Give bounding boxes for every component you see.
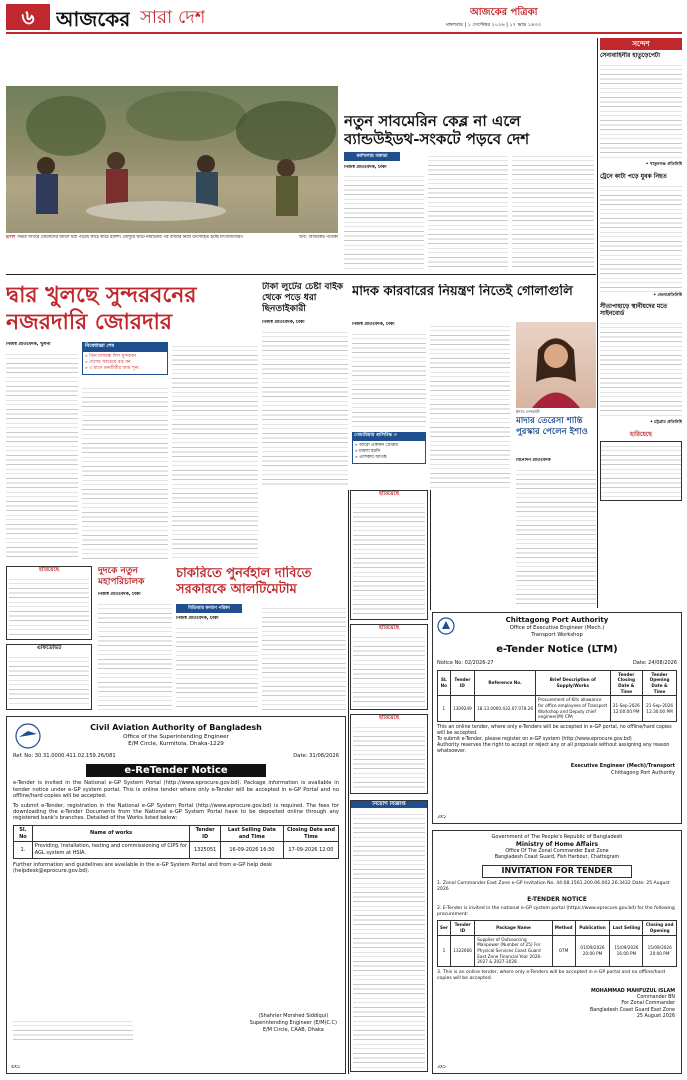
coast-size: 3X5 <box>437 1064 446 1070</box>
sundarban-box-title: নিষেধাজ্ঞা শেষ <box>82 342 168 351</box>
drug-box-item: » মামলা হয়নি <box>355 449 380 455</box>
coast-th: Method <box>552 921 575 935</box>
drug-body-col2 <box>430 322 510 488</box>
sundarban-headline-line1: দ্বার খুলছে সুন্দরবনের <box>6 282 197 308</box>
page-number-box <box>6 4 50 30</box>
table-row <box>14 842 339 859</box>
lost-ad-text <box>353 723 425 791</box>
aviation-footer: Further information and guidelines are available in the e-GP System Portal and from e-GP help desk (helpdesk@eprocure.gov.bd). <box>13 861 273 875</box>
table-row <box>438 696 677 722</box>
ctg-notice-no: Notice No: 02/2026-27 <box>437 659 494 666</box>
sandesh-item-byline: • জেলাপ্রতিনিধি <box>653 291 682 297</box>
sandesh-item-body <box>600 61 682 161</box>
sundarban-box-item: » তিন মাসবন্ধ দিল সুন্দরবন <box>85 353 136 359</box>
actress-photo-image <box>516 322 596 408</box>
sandesh-item-title: সেনাবাহিনীর হাতুড়েপেটা <box>600 52 660 59</box>
ctg-signature <box>433 763 675 777</box>
sandesh-column <box>600 52 682 522</box>
aviation-tender-table <box>13 825 339 859</box>
masthead-right-brand: আজকের পত্রিকা <box>470 7 538 18</box>
job-body-col2 <box>262 604 346 710</box>
bike-headline: টাকা লুটের চেষ্টা বাইক থেকে পড়ে ধরা ছিনতাইকারী <box>262 282 344 314</box>
ctg-note: This an online tender, where only e-Tenders will be accepted in e-GP portal, no offline/hard copies will be accepted. <box>437 725 672 737</box>
column-rule-a <box>348 490 349 1074</box>
lost-ad-text <box>353 499 425 617</box>
ctg-port-logo-icon <box>437 617 455 635</box>
ctg-notes <box>437 725 677 755</box>
coast-signer-org: For Zonal Commander <box>621 1001 675 1007</box>
photo-label: ইলিশ <box>6 235 16 240</box>
aviation-th: Name of works <box>32 825 190 842</box>
section-rule-1 <box>6 274 596 275</box>
ctg-th: Tender Opening Date & Time <box>643 670 677 696</box>
affidavit-ad <box>6 644 92 710</box>
ctg-notice-date: Date: 24/08/2026 <box>632 659 677 666</box>
sandesh-item-byline: • চট্টগ্রাম প্রতিনিধি <box>650 419 682 425</box>
photo-caption-text: গভীর সাগরে জেলেদের জালে ধরা পড়ছে কাঁচে কাঁচে ইলিশ। মৌসুমে ঘাটে নামানোর পর বাজার নিয়ে উৎসাহিত হচ্ছে মৎস্যজীবীরা। <box>16 235 244 240</box>
aviation-td: 1325051 <box>190 842 220 859</box>
drug-headline: মাদক কারবারের নিয়ন্ত্রণ নিতেই গোলাগুলি <box>352 284 573 299</box>
lost-ad-title: হারিয়েছে <box>378 715 400 721</box>
coast-tender-box <box>432 830 682 1074</box>
lead-body-col2 <box>428 152 508 270</box>
coast-th: Publication <box>575 921 610 935</box>
sundarban-byline: নিজস্ব প্রতিবেদক, খুলনা <box>6 342 51 347</box>
ctg-th: Tender ID <box>450 670 474 696</box>
coast-td: Supplier of Outsourcing Manpower (Number of 25) For Physical Services Coast Guard East Zone Financial Year 2026-2027 & 2027-2028. <box>475 935 552 966</box>
lost-ad-title: হারিয়েছে <box>378 491 400 497</box>
coast-tender-table <box>437 920 677 967</box>
sandesh-lost-body <box>600 441 682 501</box>
drug-box-list <box>352 440 426 464</box>
ctg-notice-meta <box>437 660 677 667</box>
lost-ad-text <box>353 633 425 707</box>
job-body-col1 <box>176 624 258 710</box>
coast-intro: 2. E-Tender is invited in the national e-GP system portal (https://www.eprocure.gov.bd) for the following procurement: <box>437 906 675 918</box>
ctg-td: 21-Sep-2026 12:00:00 PM <box>610 696 643 722</box>
coast-signer: MOHAMMAD MAHFUZUL ISLAM <box>590 988 675 994</box>
sundarban-headline <box>6 282 256 336</box>
aviation-th: Tender ID <box>190 825 220 842</box>
sundarban-box <box>82 342 168 375</box>
job-tag-label: বিডিআর কল্যাণ পরিষদ <box>188 606 230 611</box>
lead-tag <box>344 152 400 161</box>
ctg-tender-table <box>437 670 677 722</box>
affidavit-ad-text <box>9 653 89 707</box>
ctg-th: Reference No. <box>475 670 536 696</box>
award-body <box>516 466 596 606</box>
aviation-intro: e-Tender is invited in the National e-GP System Portal (http://www.eprocure.gov.bd). Package information is available in tender notice under e-GP system portal. This is online tender where only e-Tender will be accepted in e-GP Portal and no offline/hard copies will be accepted. <box>13 780 339 800</box>
coast-table-header <box>438 921 677 935</box>
dudok-headline: দুদকে নতুন মহাপরিচালক <box>98 566 145 587</box>
aviation-table-wrap <box>13 825 339 859</box>
ctg-signer-org: Chittagong Port Authority <box>611 769 675 776</box>
bike-byline: নিজস্ব প্রতিবেদক, ঢাকা <box>262 320 305 325</box>
aviation-ref: Ref. No: 30.31.0000.411.02.159.26/081 <box>13 752 116 759</box>
sundarban-box-item: » ৩ মাসে বনজীবীর আয় শূন্য <box>85 365 139 371</box>
award-headline: মাদার তেরেসা শান্তি পুরস্কার পেলেন ইশাও <box>516 416 588 437</box>
ctg-td: Procurement of Kits allowance for office employees of Transport Workshop and Deputy chief engineer(M) CPA <box>536 696 610 722</box>
ctg-size: 3X5 <box>437 814 446 820</box>
coast-th: Tender ID <box>450 921 474 935</box>
ctg-note: Authority reserves the right to accept or reject any or all proposals without assigning any reason whatsoever. <box>437 743 670 755</box>
coast-td: 1322666 <box>450 935 474 966</box>
coast-table-wrap <box>437 920 677 967</box>
dudok-byline: নিজস্ব প্রতিবেদক, ঢাকা <box>98 592 141 597</box>
sandesh-divider <box>597 38 598 608</box>
lost-ad-2 <box>350 490 428 620</box>
drug-byline: নিজস্ব প্রতিবেদক, ঢাকা <box>352 322 395 327</box>
aviation-th: Closing Date and Time <box>283 825 338 842</box>
drug-box-title: গেন্ডারিয়ায় গুলিবিদ্ধ ৩ <box>352 432 426 440</box>
aviation-para2: To submit e-Tender, registration in the National e-GP System Portal (http://www.eprocure.gov.bd) is required. The fees for downloading the e-Tender Documents from the National e-GP System Portal have to be deposited online through any registered bank's branches. Detailed of the Works listed below: <box>13 802 339 822</box>
aviation-office: Office of the Superintending Engineer <box>123 733 229 740</box>
aviation-org: Civil Aviation Authority of Bangladesh <box>90 723 262 732</box>
sundarban-body-col3 <box>172 342 258 560</box>
ctg-th: Tender Closing Date & Time <box>610 670 643 696</box>
lost-ad-title: হারিয়েছে <box>378 625 400 631</box>
coast-notice: E-TENDER NOTICE <box>527 895 587 903</box>
coast-th: Ser <box>438 921 451 935</box>
ctg-office: Office of Executive Engineer (Mech.) <box>509 625 605 632</box>
sandesh-item-byline: • খাতুনগঞ্জ প্রতিনিধি <box>645 161 682 166</box>
aviation-th: Last Selling Date and Time <box>220 825 283 842</box>
ctg-title: e-Tender Notice (LTM) <box>496 644 618 656</box>
aviation-meta <box>13 753 339 760</box>
sandesh-header-label: সন্দেশ <box>632 40 650 48</box>
caab-logo-icon <box>15 723 41 749</box>
coast-td: 01/09/2026 20:00 PM <box>575 935 610 966</box>
lost-ad-3 <box>350 624 428 710</box>
coast-signature <box>433 989 675 1021</box>
sundarban-body-col1 <box>6 350 78 560</box>
masthead-dateline: মঙ্গলবার | ১ সেপ্টেম্বর ২০২৬ | ১৭ ভাদ্র ১৪৩৩ <box>446 22 541 28</box>
drug-box-item: » এলাকায় আতঙ্ক <box>355 455 387 461</box>
sandesh-item-title: ট্রেনে কাটা পড়ে যুবক নিহত <box>600 172 667 180</box>
aviation-td: 17-09-2026 12:00 <box>283 842 338 859</box>
sandesh-item-title: সীতাপাহাড়ে স্থানীয়দের মতে সাইনবোর্ড <box>600 303 668 318</box>
lost-ad-title: হারিয়েছে <box>38 567 60 573</box>
ctg-td: 18.13.0000.432.07.078.26 <box>475 696 536 722</box>
lost-ad-text <box>9 575 89 637</box>
fishermen-photo-image <box>6 86 338 233</box>
sundarban-body-col2 <box>82 384 168 560</box>
aviation-date: Date: 31/08/2026 <box>293 752 339 759</box>
lead-body-col3 <box>512 152 594 270</box>
coast-signer-title: Commander BN <box>637 994 675 1000</box>
coast-ministry: Ministry of Home Affairs <box>515 840 599 848</box>
job-byline: নিজস্ব প্রতিবেদক, ঢাকা <box>176 616 219 621</box>
photo-credit: ছবি: আজকের পত্রিকা <box>299 235 338 240</box>
sandesh-item-body <box>600 319 682 419</box>
coast-signer-org2: Bangladesh Coast Guard East Zone <box>589 1007 675 1013</box>
sundarban-headline-line2: নজরদারি জোরদার <box>6 309 173 335</box>
dudok-body <box>98 600 172 710</box>
lead-headline-line2: ব্যান্ডউইডথ-সংকটে পড়বে দেশ <box>344 130 530 148</box>
coast-td: 15/09/2026 20:00 PM <box>643 935 677 966</box>
aviation-bangla-note <box>13 1017 133 1041</box>
coast-td: OTM <box>552 935 575 966</box>
table-row <box>438 935 677 966</box>
masthead-brand: আজকের <box>56 7 131 31</box>
photo-caption <box>6 235 338 255</box>
aviation-signer: (Shahrier Morshed Siddiqui) <box>258 1013 329 1019</box>
aviation-td: 16-09-2026 16:30 <box>220 842 283 859</box>
aviation-signature <box>250 1013 337 1033</box>
ctg-td: 1 <box>438 696 451 722</box>
coast-td: 1 <box>438 935 451 966</box>
coast-note: 3. This is an online tender, where only e-Tenders will be accepted in e-GP portal and no offline/hard copies will be accepted. <box>437 970 666 982</box>
aviation-signer-title: Superintending Engineer (E/M)C.C) <box>249 1019 337 1026</box>
recruit-ad-title: নিয়োগ বিজ্ঞপ্তি <box>351 801 427 808</box>
masthead-rule <box>6 32 682 34</box>
aviation-signer-org: E/M Circle, CAAB, Dhaka <box>262 1026 324 1033</box>
ctg-tender-box <box>432 612 682 824</box>
lead-tag-label: কর্মশালায় বক্তারা <box>356 154 388 159</box>
drug-box-item: » আরো একজন গ্রেপ্তার <box>355 443 398 449</box>
ctg-signer: Executive Engineer (Mech)/Transport <box>570 763 675 770</box>
ctg-org: Chittagong Port Authority <box>505 616 609 624</box>
column-rule-b <box>430 490 431 610</box>
coast-address: Bangladesh Coast Guard, Fish Harbour, Chattogram <box>494 855 620 861</box>
coast-th: Closing and Opening <box>643 921 677 935</box>
drug-box <box>352 432 426 464</box>
coast-signer-date: 25 August 2026 <box>636 1014 675 1020</box>
aviation-address: E/M Circle, Kurmitola, Dhaka-1229 <box>128 741 224 748</box>
ctg-table-wrap <box>437 670 677 722</box>
ctg-td: 1309249 <box>450 696 474 722</box>
award-photo-caption: ইশাও দেশকাস্ট <box>516 409 540 414</box>
aviation-th: Sl. No <box>14 825 33 842</box>
coast-ref: 1. Zonal Commander East Zone e-GP Invitation No. 44.08.1561.200.06.002.26.3432 Date: 25 August 2026 <box>437 880 670 892</box>
coast-gov: Government of The People's Republic of Bangladesh <box>491 834 623 840</box>
coast-td: 15/09/2026 16:00 PM <box>610 935 643 966</box>
lead-photo <box>6 86 338 233</box>
coast-th: Package Name <box>475 921 552 935</box>
drug-body-col1 <box>352 330 426 430</box>
sandesh-lost-header: হারিয়েছে <box>630 431 652 439</box>
lead-byline: নিজস্ব প্রতিবেদক, ঢাকা <box>344 165 387 170</box>
sundarban-box-item: » দেশের সবচেয়ে বড় বন <box>85 359 131 365</box>
award-byline: বিনোদন প্রতিবেদক <box>516 458 551 463</box>
sandesh-header <box>600 38 682 50</box>
bike-body <box>262 328 348 488</box>
page-number: ৬ <box>21 5 35 29</box>
lost-ad-4 <box>350 714 428 794</box>
affidavit-ad-title: এফিডেভিট <box>36 645 62 651</box>
job-tag <box>176 604 242 613</box>
coast-title: INVITATION FOR TENDER <box>482 865 632 878</box>
ctg-note: To submit e-Tender, please register on e-GP system (http://www.eprocure.gov.bd) <box>437 737 632 743</box>
lead-headline <box>344 112 596 148</box>
lost-ad-1 <box>6 566 92 640</box>
award-photo <box>516 322 596 408</box>
ctg-table-header <box>438 670 677 696</box>
aviation-td: 1. <box>14 842 33 859</box>
aviation-tender-box <box>6 716 346 1074</box>
aviation-size: 4X5 <box>11 1064 20 1070</box>
aviation-td: Providing, Installation, testing and commissioning of CIPS for AGL system at HSIA. <box>32 842 190 859</box>
masthead-section: সারা দেশ <box>140 7 206 28</box>
sundarban-box-list <box>82 351 168 375</box>
ctg-th: Brief Description of Supply/Works <box>536 670 610 696</box>
coast-office: Office Of The Zonal Commander East Zone <box>505 848 609 854</box>
lead-body-col1 <box>344 172 424 270</box>
ctg-th: SL No <box>438 670 451 696</box>
aviation-table-header <box>14 825 339 842</box>
coast-th: Last Selling <box>610 921 643 935</box>
recruit-ad-text <box>353 810 425 1068</box>
recruit-ad <box>350 800 428 1072</box>
job-headline: চাকরিতে পুনর্বহাল দাবিতে সরকারকে আলটিমেটাম <box>176 566 312 597</box>
sandesh-item-body <box>600 182 682 292</box>
ctg-td: 21-Sep-2026 12:30:00 PM <box>643 696 677 722</box>
aviation-title: e-ReTender Notice <box>86 764 266 778</box>
lead-headline-line1: নতুন সাবমেরিন কেব্ল না এলে <box>344 112 521 130</box>
ctg-sub: Transport Workshop <box>531 632 583 639</box>
